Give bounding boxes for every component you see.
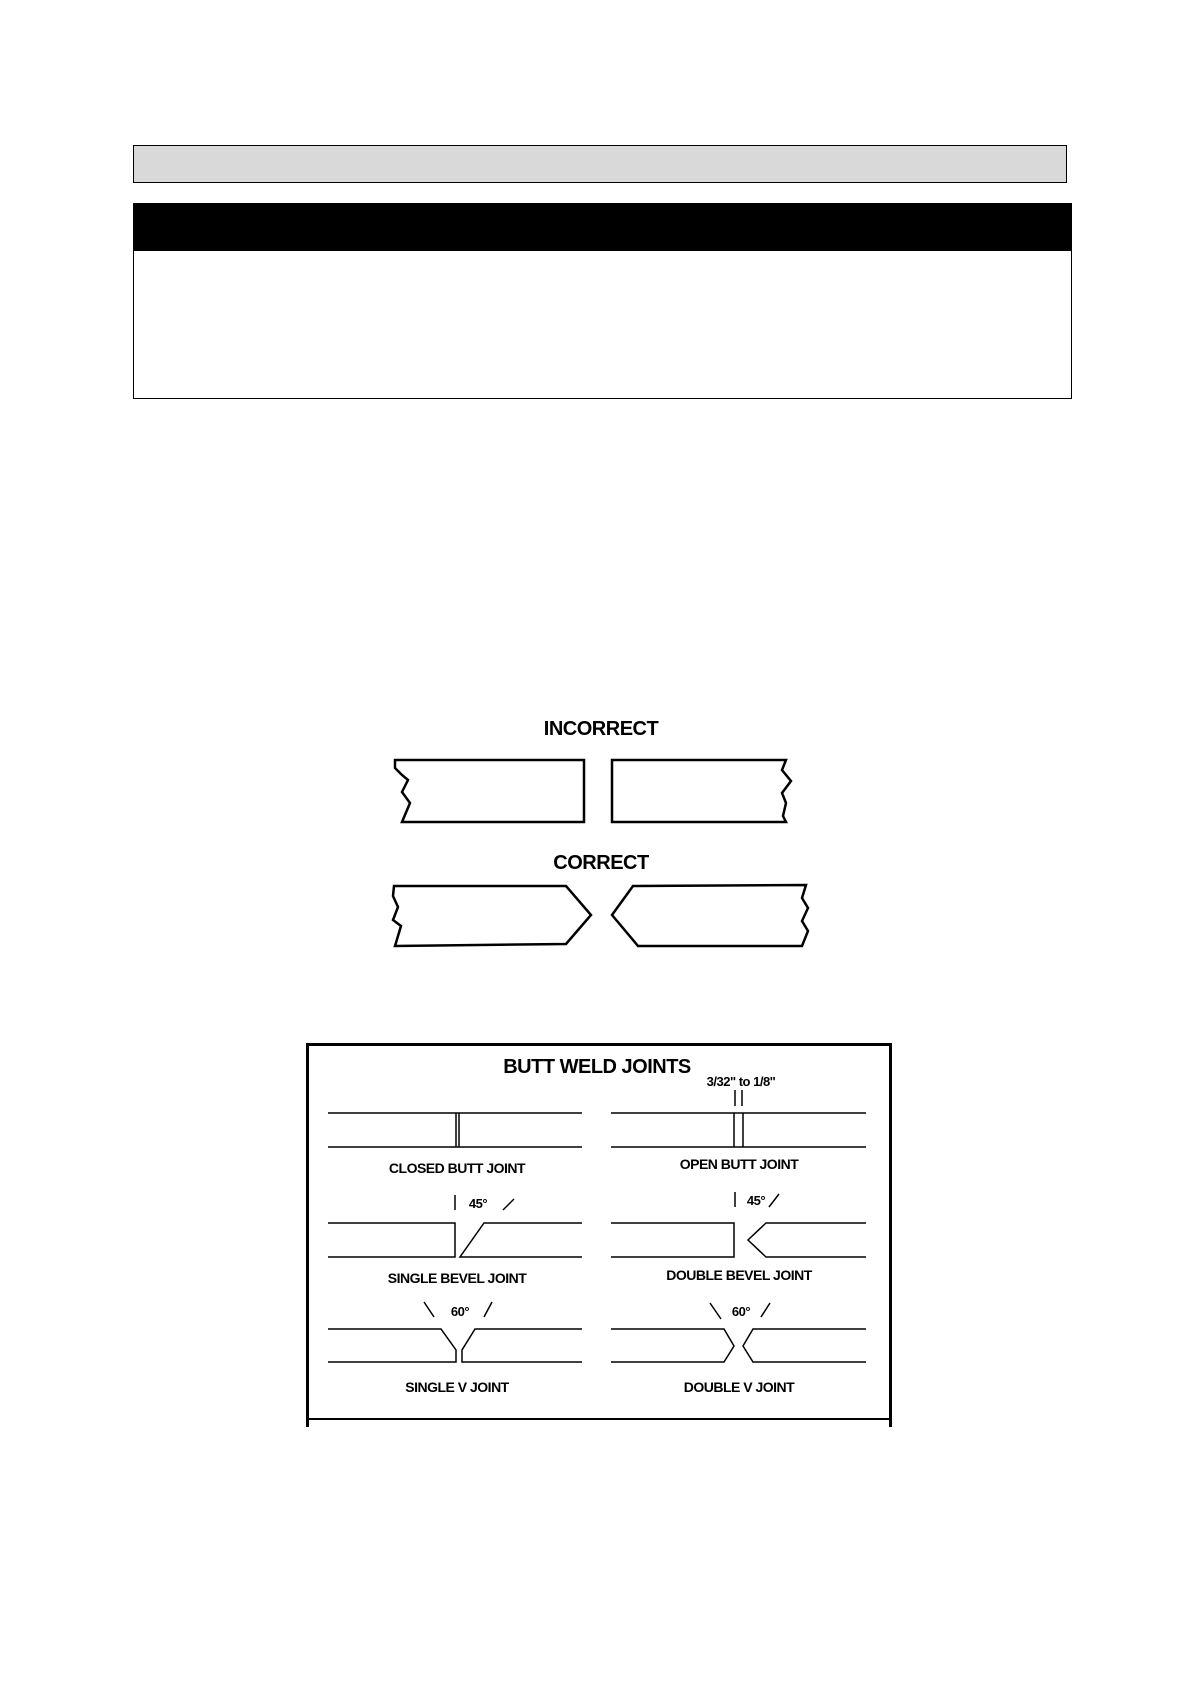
double-v-angle-label: 60° (731, 1304, 751, 1319)
double-bevel-joint-label: DOUBLE BEVEL JOINT (666, 1267, 812, 1283)
correct-label: CORRECT (553, 852, 649, 874)
double-v-joint-label: DOUBLE V JOINT (683, 1379, 795, 1395)
open-butt-joint-drawing (611, 1090, 866, 1147)
double-bevel-joint-drawing (611, 1192, 866, 1257)
butt-weld-title: BUTT WELD JOINTS (503, 1056, 691, 1078)
incorrect-label: INCORRECT (543, 718, 659, 740)
single-v-joint-drawing (328, 1302, 582, 1362)
single-bevel-joint-label: SINGLE BEVEL JOINT (387, 1270, 527, 1286)
double-v-joint-drawing (611, 1303, 866, 1362)
single-bevel-angle-label: 45° (468, 1196, 488, 1211)
closed-butt-joint-label: CLOSED BUTT JOINT (388, 1160, 526, 1176)
single-v-angle-label: 60° (450, 1304, 470, 1319)
single-v-joint-label: SINGLE V JOINT (405, 1379, 509, 1395)
closed-butt-joint-drawing (328, 1113, 582, 1147)
double-bevel-angle-label: 45° (746, 1193, 766, 1208)
single-bevel-joint-drawing (328, 1195, 582, 1257)
open-butt-joint-label: OPEN BUTT JOINT (679, 1156, 799, 1172)
gap-dimension-label: 3/32" to 1/8" (706, 1074, 776, 1089)
